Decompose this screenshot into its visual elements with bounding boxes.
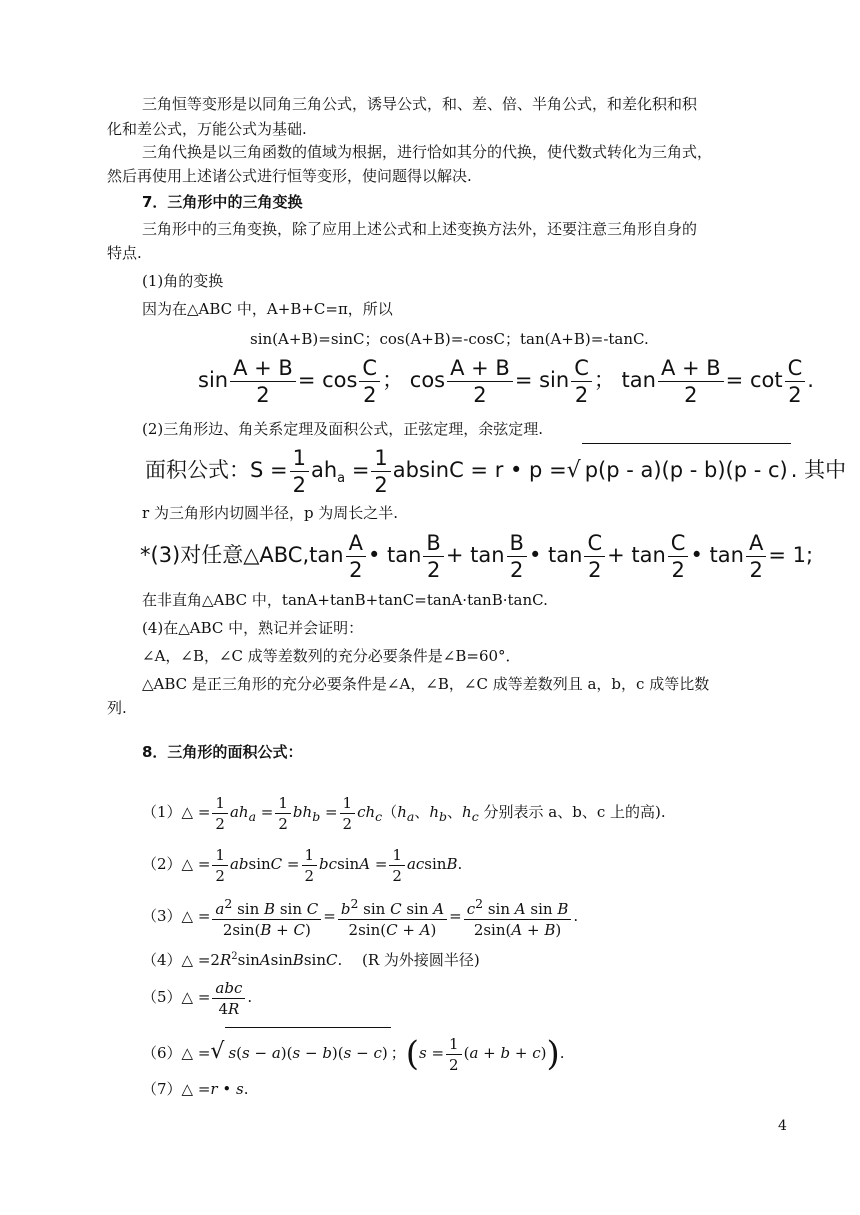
section-heading-7: 7．三角形中的三角变换 [142, 193, 303, 211]
non-right-triangle-tan-sum: 在非直角△ABC 中，tanA+tanB+tanC=tanA·tanB·tanC. [142, 591, 548, 609]
area-formula-6: （6）△ =√ s(s − a)(s − b)(s − c) ；(s = $\frac{1}{2}$ (a + b + c)). [142, 1027, 565, 1078]
section-heading-8: 8．三角形的面积公式： [142, 743, 303, 761]
subsection-side-angle-relations: (2)三角形边、角关系定理及面积公式，正弦定理，余弦定理. [142, 420, 544, 438]
area-formula-label: 面积公式： [145, 458, 250, 482]
paragraph-substitution-line1: 三角代换是以三角函数的值域为根据，进行恰如其分的代换，使代数式转化为三角式， [142, 143, 713, 161]
area-formula-tail: 其中 [804, 458, 847, 482]
paragraph-triangle-transform-line2: 特点. [107, 244, 142, 262]
half-angle-identities: sin $\frac{A + B}{2}$ = cos $\frac{C}{2}$ ； cos $\frac{A + B}{2}$ = sin $\frac{C}{2}$ ； tan $\frac{A + B}{2}$ = cot $\frac{C}{2}$ . [198, 355, 814, 407]
angle-sum-identities: sin(A+B)=sinC；cos(A+B)=-cosC；tan(A+B)=-tanC. [250, 330, 649, 348]
area-formula-1: （1）△ = $\frac{1}{2}$ $ah_a$ = $\frac{1}{2}$ $bh_b$ = $\frac{1}{2}$ $ch_c(h_a$、$h_b$、$h_c$ 分别表示 a、b、c 上的高). [142, 793, 666, 833]
tan-half-angle-identity: *(3)对任意△ABC,tan $\frac{A}{2}$ • tan $\frac{B}{2}$ + tan $\frac{B}{2}$ • tan $\frac{C}{2}$ + tan $\frac{C}{2}$ • tan $\frac{A}{2}$ = 1; [140, 530, 814, 582]
area-formula-1-note: 分别表示 a、b、c 上的高). [483, 803, 666, 821]
area-formula-2: （2）△ = $\frac{1}{2}$ absinC = $\frac{1}{2}$ bcsinA = $\frac{1}{2}$ acsinB. [142, 845, 463, 885]
paragraph-identity-line2: 化和差公式，万能公式为基础. [107, 120, 307, 138]
area-formula-7: （7）△ =r • s. [142, 1080, 249, 1098]
inradius-note: r 为三角形内切圆半径，p 为周长之半. [142, 504, 399, 522]
area-formula-heron: 面积公式：S = $\frac{1}{2}$ $ah_a$ = $\frac{1}{2}$ absinC = r • p =√ p(p - a)(p - b)(p - c) . 其中 [145, 443, 846, 504]
area-formula-4-note: (R 为外接圆半径) [362, 951, 480, 969]
paragraph-identity-line1: 三角恒等变形是以同角三角公式，诱导公式，和、差、倍、半角公式，和差化积和积 [142, 95, 698, 113]
angle-sum-statement: 因为在△ABC 中，A+B+C=π，所以 [142, 300, 393, 318]
subsection-memorize: (4)在△ABC 中，熟记并会证明： [142, 619, 364, 637]
arithmetic-progression-condition: ∠A，∠B，∠C 成等差数列的充分必要条件是∠B=60°． [142, 647, 521, 665]
page-number: 4 [778, 1118, 787, 1134]
area-formula-3: （3）△ = $\frac{a^2 \sin B \sin C}{2\sin(B + C)}$ = $\frac{b^2 \sin C \sin A}{2\sin(C + A)}$ = $\frac{c^2 \sin A \sin B}{2\sin(A + B)}$ . [142, 896, 579, 939]
tan-identity-label: *(3)对任意△ABC, [140, 543, 310, 567]
subsection-angle-transform: (1)角的变换 [142, 272, 224, 290]
equilateral-condition-line2: 列. [107, 699, 127, 717]
equilateral-condition-line1: △ABC 是正三角形的充分必要条件是∠A，∠B，∠C 成等差数列且 a，b，c 成等比数 [142, 675, 710, 693]
paragraph-triangle-transform-line1: 三角形中的三角变换，除了应用上述公式和上述变换方法外，还要注意三角形自身的 [142, 220, 698, 238]
area-formula-4: （4）△ $=2R^2sinAsinBsinC$. (R 为外接圆半径) [142, 951, 480, 969]
area-formula-5: （5）△ = $\frac{\text{abc}}{4R}$ . [142, 978, 253, 1018]
paragraph-substitution-line2: 然后再使用上述诸公式进行恒等变形，使问题得以解决. [107, 167, 472, 185]
